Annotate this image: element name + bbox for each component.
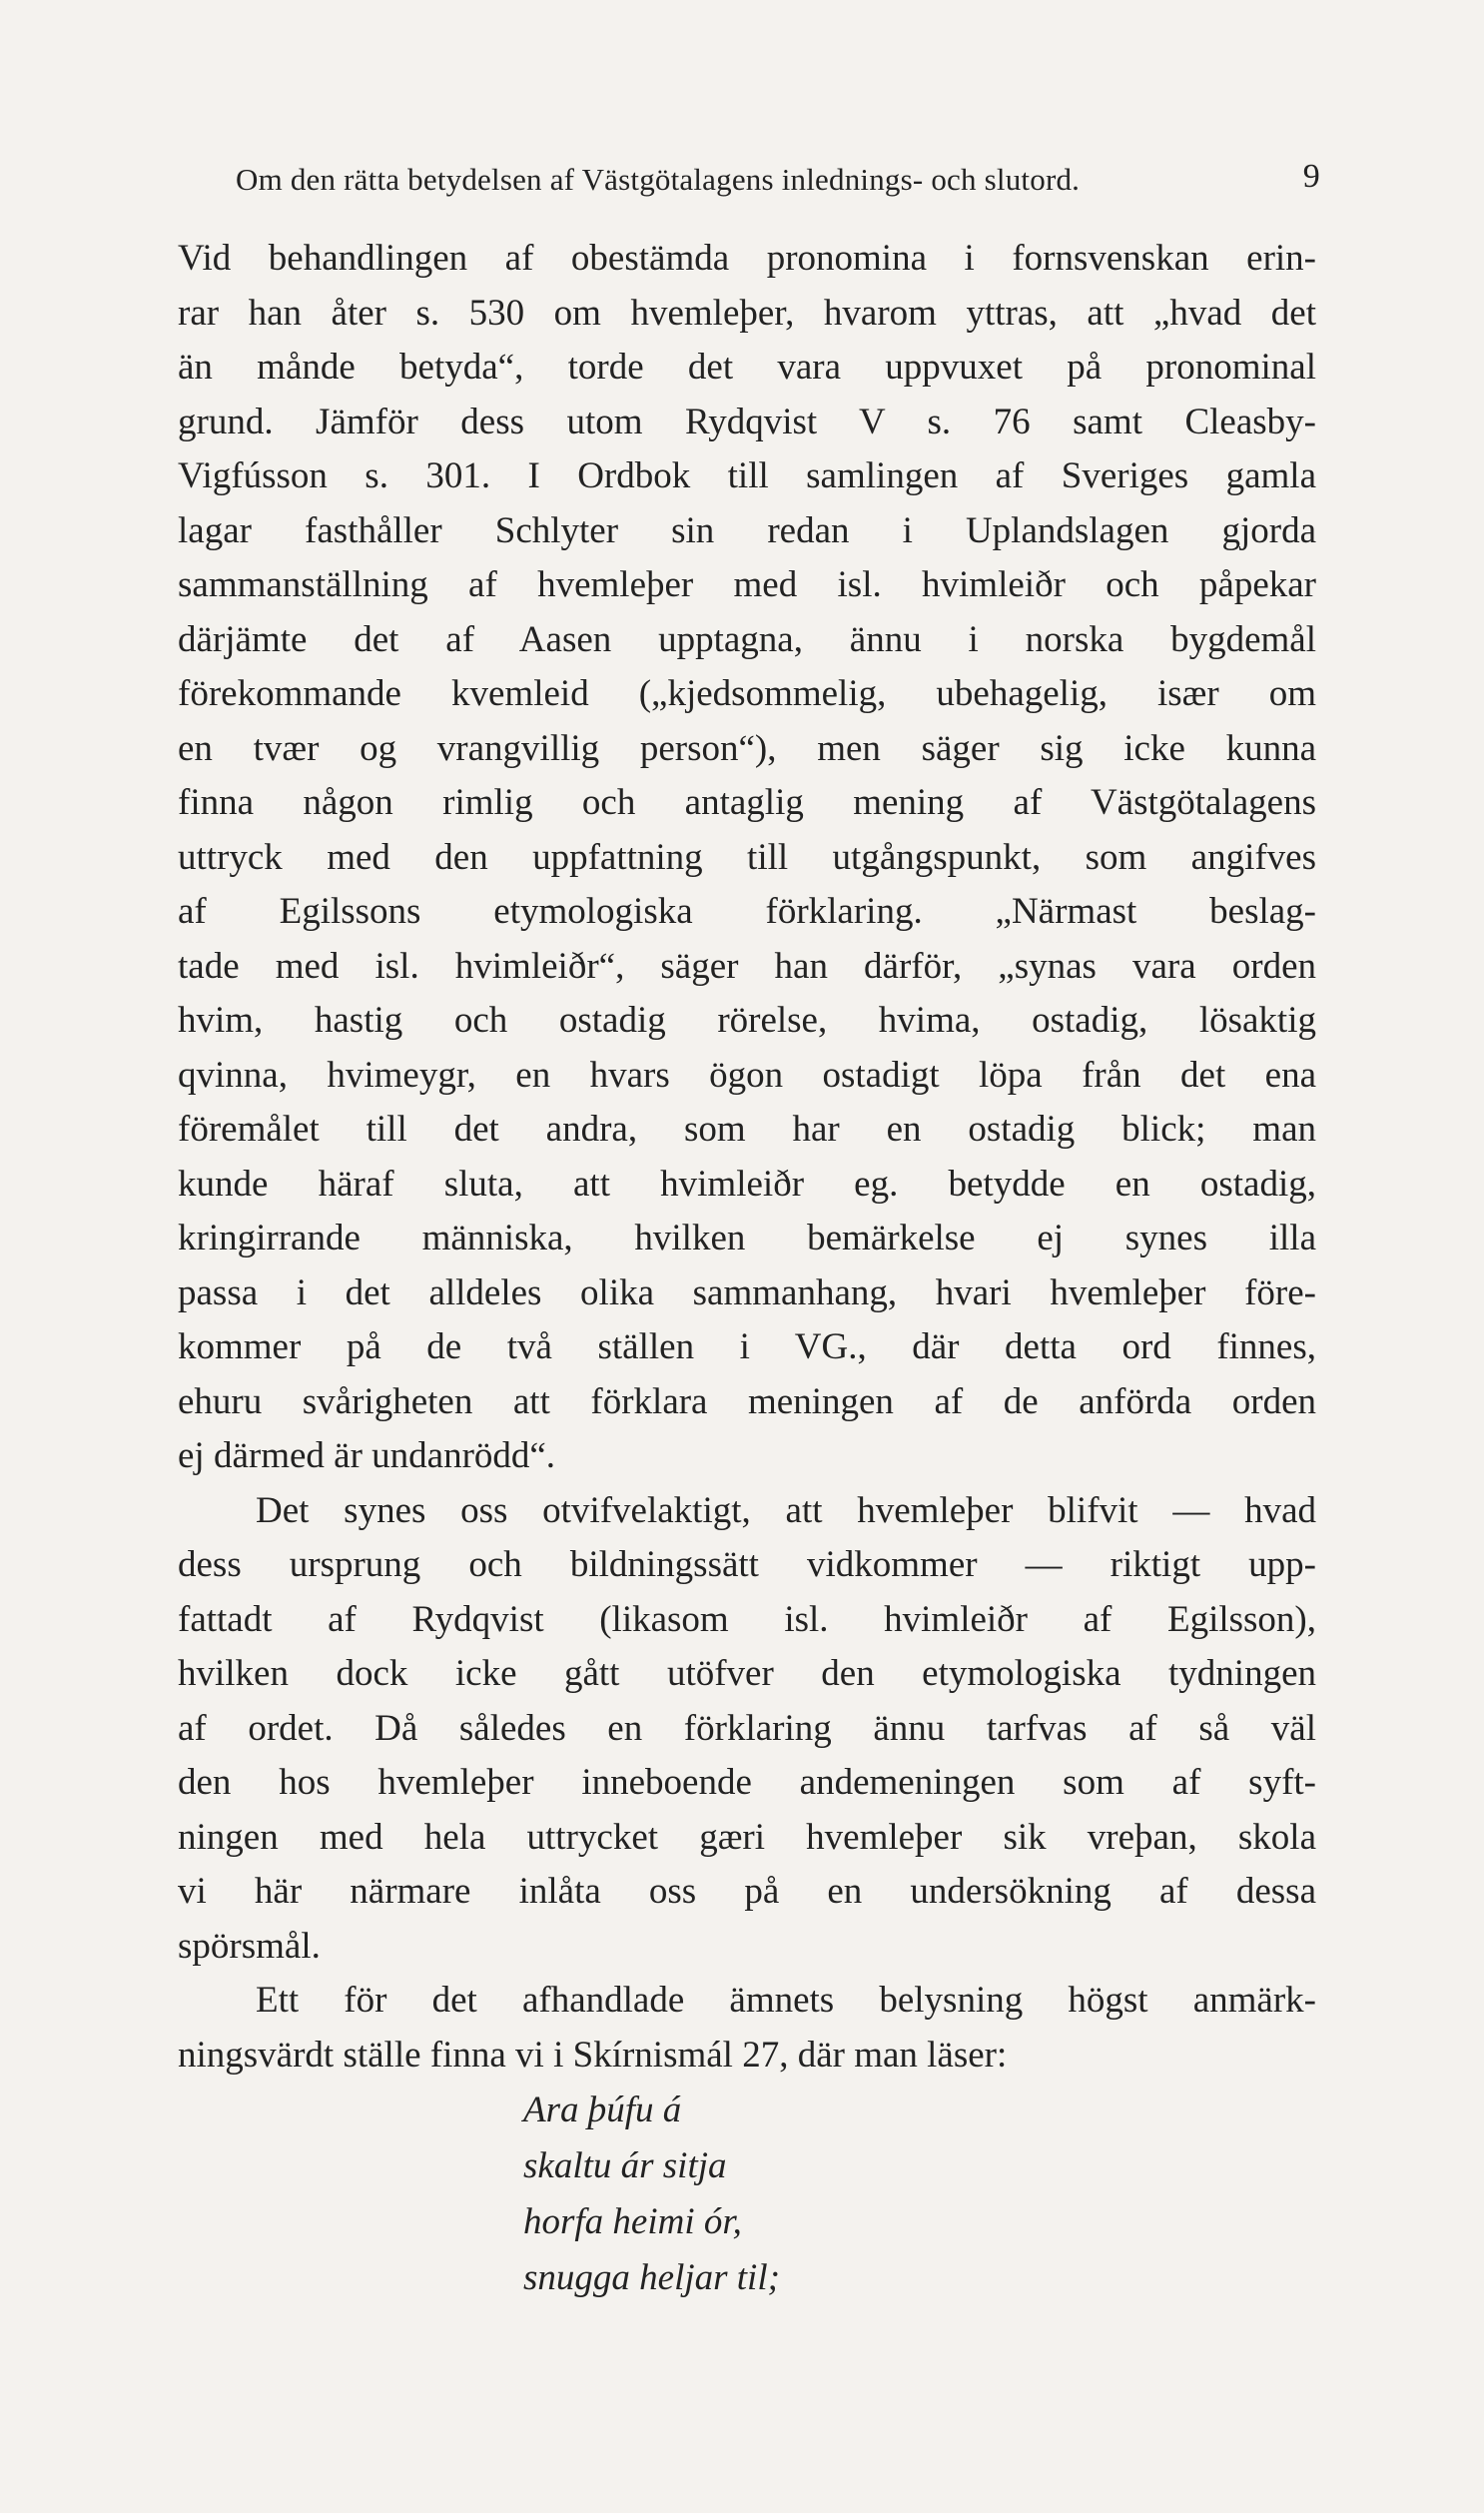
text-line: den hos hvemleþer inneboende andemeningen som af syft- — [178, 1762, 1316, 1803]
text-line: därjämte det af Aasen upptagna, ännu i norska bygdemål — [178, 618, 1316, 660]
text-line: rar han åter s. 530 om hvemleþer, hvarom yttras, att „hvad det — [178, 292, 1316, 334]
text-line: föremålet till det andra, som har en ostadig blick; man — [178, 1109, 1316, 1150]
text-line: fattadt af Rydqvist (likasom isl. hvimleiðr af Egilsson), — [178, 1598, 1316, 1640]
text-line: finna någon rimlig och antaglig mening af Västgötalagens — [178, 782, 1316, 823]
text-line: passa i det alldeles olika sammanhang, hvari hvemleþer före- — [178, 1271, 1316, 1313]
text-line: kringirrande människa, hvilken bemärkelse ej synes illa — [178, 1218, 1316, 1258]
text-line: förekommande kvemleid („kjedsommelig, ubehagelig, især om — [178, 673, 1316, 714]
text-line: ningen med hela uttrycket gæri hvemleþer sik vreþan, skola — [178, 1816, 1316, 1858]
text-line: lagar fasthåller Schlyter sin redan i Uplandslagen gjorda — [178, 509, 1316, 551]
text-line: ej därmed är undanrödd“. — [178, 1435, 556, 1476]
text-line: dess ursprung och bildningssätt vidkommer — riktigt upp- — [178, 1544, 1316, 1585]
text-line: en tvær og vrangvillig person“), men säger sig icke kunna — [178, 727, 1316, 769]
text-line: hvim, hastig och ostadig rörelse, hvima, ostadig, lösaktig — [178, 1000, 1316, 1041]
text-line: af Egilssons etymologiska förklaring. „Närmast beslag- — [178, 891, 1316, 932]
verse-quotation — [178, 2083, 1316, 2306]
paragraph-2 — [178, 1484, 1316, 1975]
text-line: uttryck med den uppfattning till utgångspunkt, som angifves — [178, 836, 1316, 878]
text-line: kunde häraf sluta, att hvimleiðr eg. betydde en ostadig, — [178, 1163, 1316, 1205]
text-line: ningsvärdt ställe finna vi i Skírnismál 27, där man läser: — [178, 2034, 1008, 2076]
text-line: Det synes oss otvifvelaktigt, att hvemleþer blifvit — hvad — [256, 1489, 1316, 1531]
text-line: Vigfússon s. 301. I Ordbok till samlingen af Sveriges gamla — [178, 455, 1316, 496]
text-line: sammanställning af hvemleþer med isl. hvimleiðr och påpekar — [178, 564, 1316, 605]
body-text — [178, 232, 1316, 2306]
running-header — [178, 150, 1320, 210]
text-line: tade med isl. hvimleiðr“, säger han därför, „synas vara orden — [178, 945, 1316, 987]
page-number: 9 — [1302, 158, 1320, 195]
verse-line: snugga heljar til; — [523, 2257, 780, 2298]
header-title: Om den rätta betydelsen af Västgötalagens inlednings- och slutord. — [236, 162, 1081, 197]
text-line: grund. Jämför dess utom Rydqvist V s. 76 samt Cleasby- — [178, 401, 1316, 442]
document-page — [178, 150, 1320, 2306]
text-line: kommer på de två ställen i VG., där detta ord finnes, — [178, 1326, 1316, 1367]
text-line: än månde betyda“, torde det vara uppvuxet på pronominal — [178, 347, 1316, 388]
paragraph-3 — [178, 1974, 1316, 2083]
text-line: Vid behandlingen af obestämda pronomina i fornsvenskan erin- — [178, 238, 1316, 279]
text-line: spörsmål. — [178, 1925, 321, 1967]
verse-line: Ara þúfu á — [523, 2090, 682, 2130]
verse-line: horfa heimi ór, — [523, 2201, 742, 2242]
text-line: hvilken dock icke gått utöfver den etymologiska tydningen — [178, 1653, 1316, 1694]
text-line: Ett för det afhandlade ämnets belysning högst anmärk- — [256, 1980, 1316, 2021]
text-line: qvinna, hvimeygr, en hvars ögon ostadigt löpa från det ena — [178, 1054, 1316, 1096]
text-line: ehuru svårigheten att förklara meningen af de anförda orden — [178, 1380, 1316, 1422]
text-line: af ordet. Då således en förklaring ännu tarfvas af så väl — [178, 1707, 1316, 1749]
paragraph-1 — [178, 232, 1316, 1484]
text-line: vi här närmare inlåta oss på en undersökning af dessa — [178, 1871, 1316, 1912]
verse-line: skaltu ár sitja — [523, 2145, 727, 2186]
